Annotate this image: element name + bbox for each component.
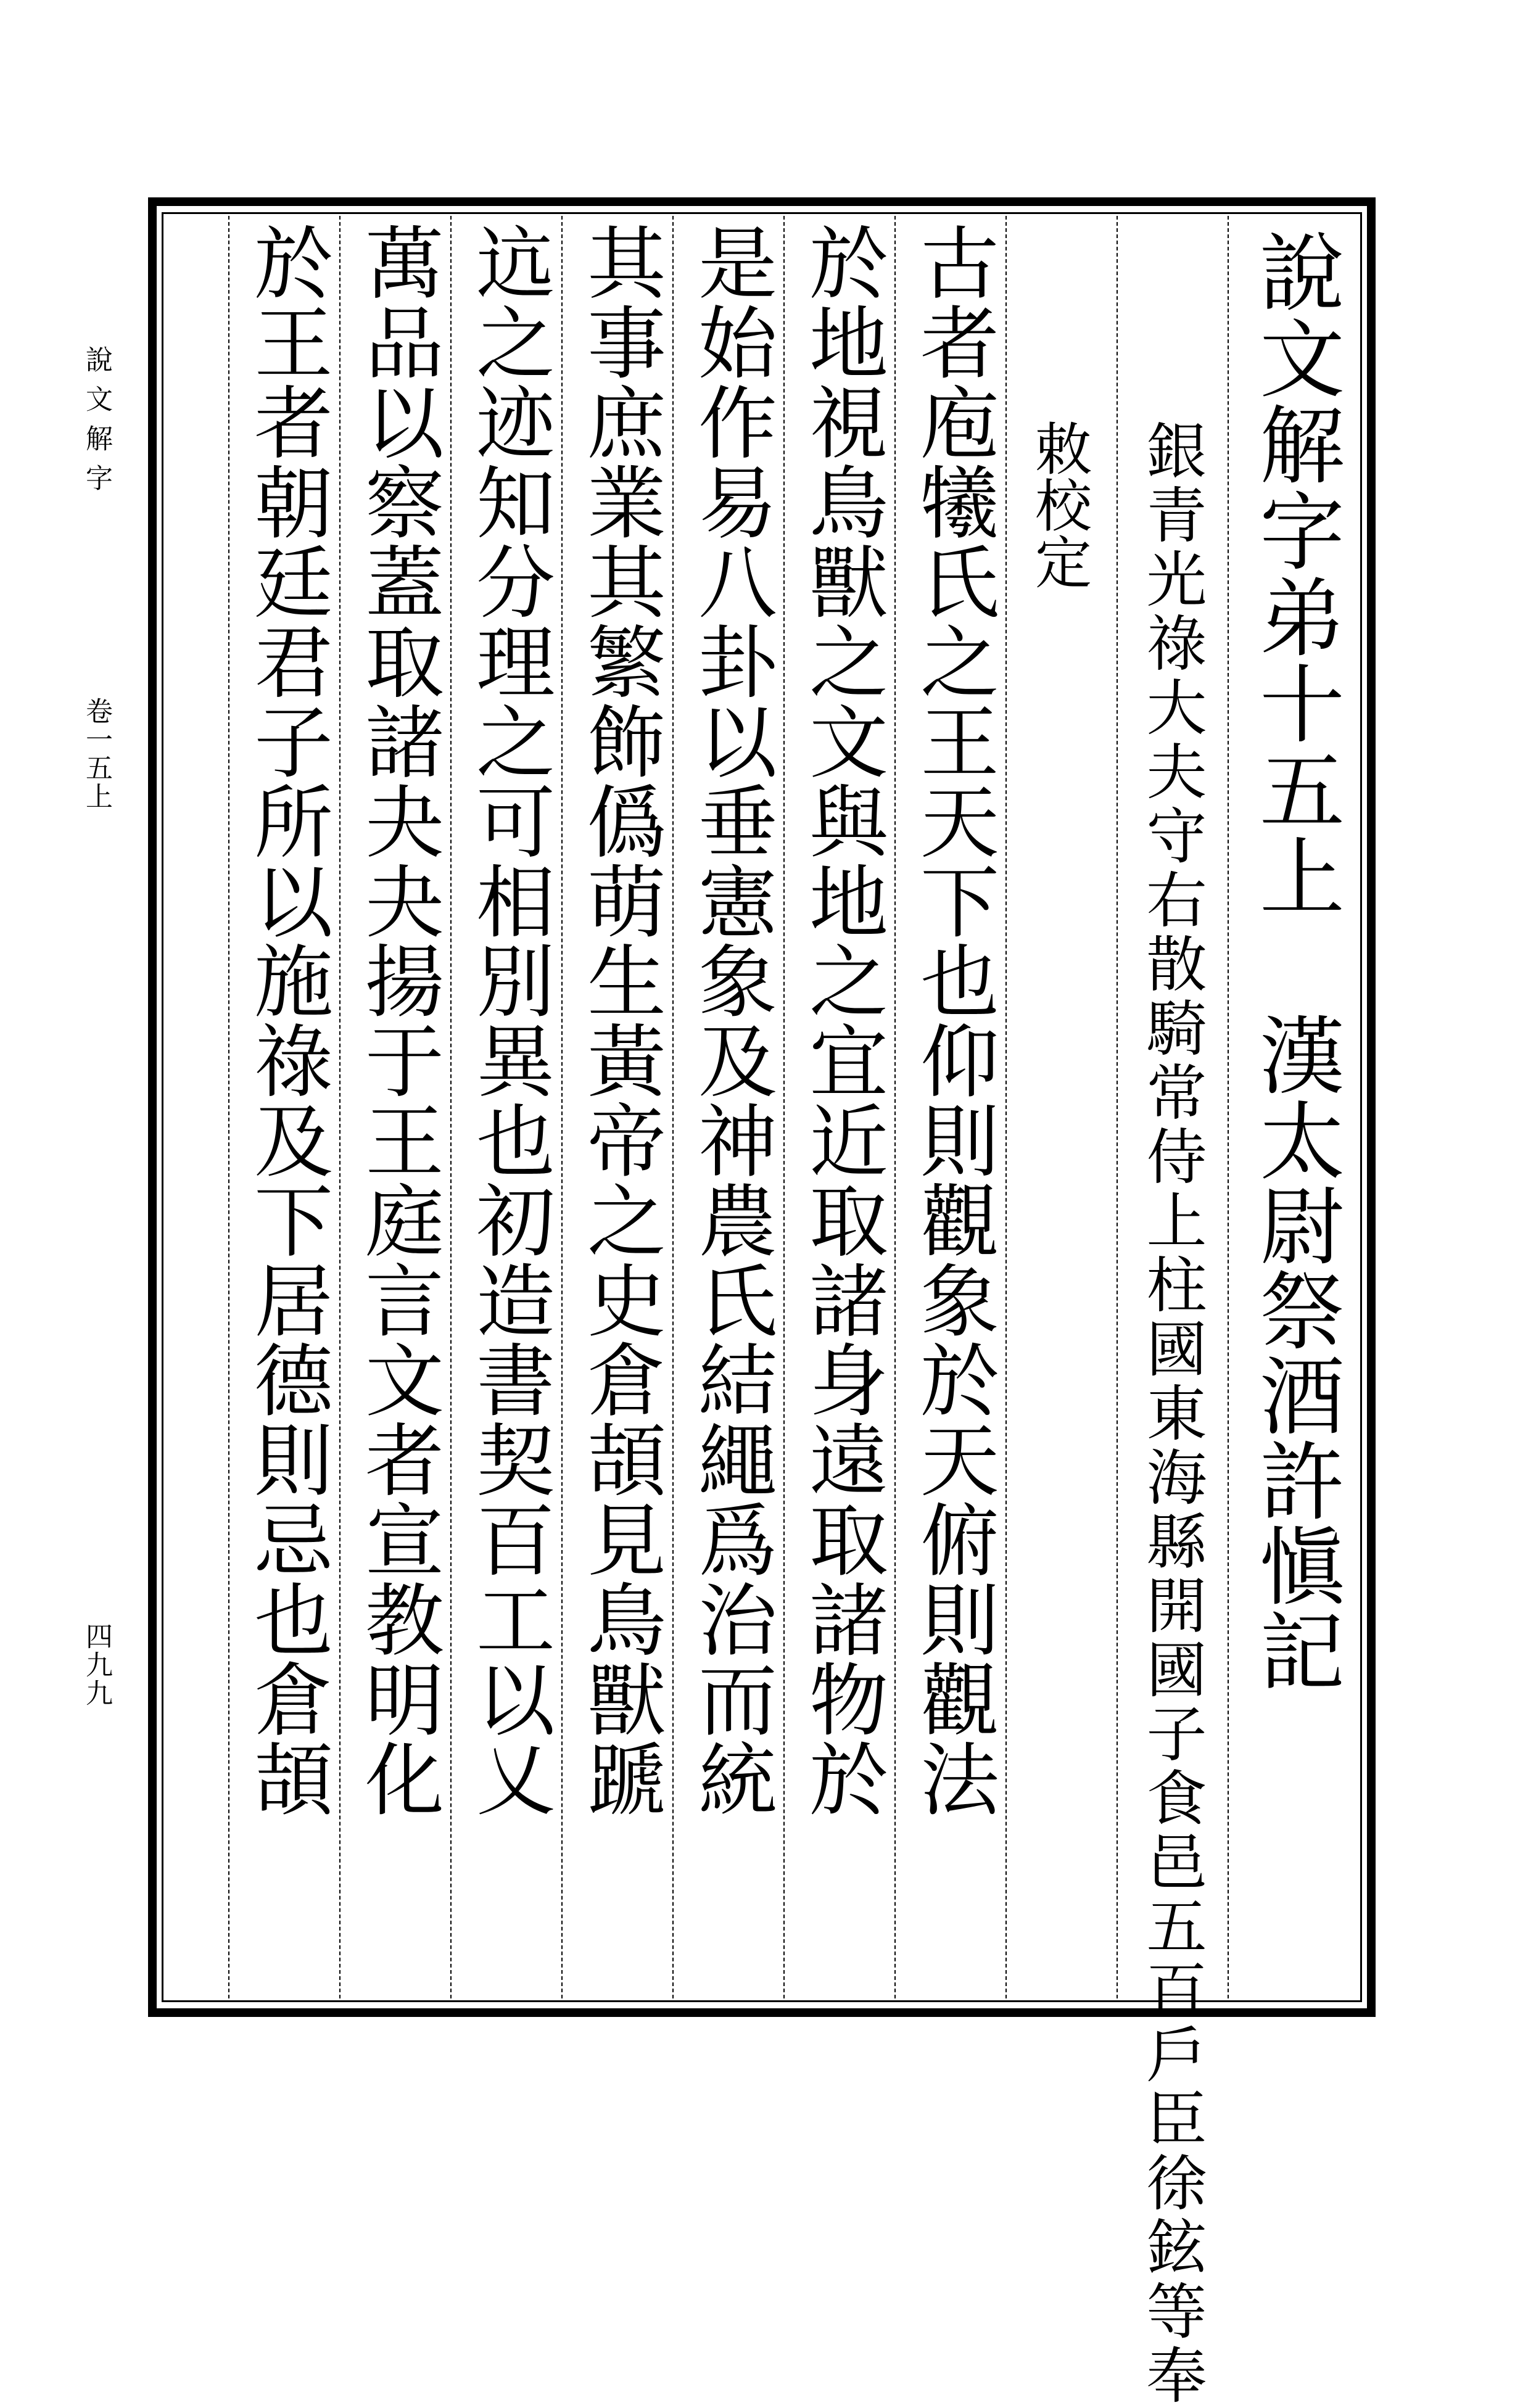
body-text-column: 於王者朝廷君子所以施祿及下居德則忌也倉頡 — [241, 222, 332, 1818]
column-divider — [228, 216, 229, 1998]
editor-credit-line: 銀青光祿大夫守右散騎常侍上柱國東海縣開國子食邑五百戶臣徐鉉等奉 — [1136, 419, 1207, 2408]
column-divider — [561, 216, 563, 1998]
body-text-column: 於地視鳥獸之文與地之宜近取諸身遠取諸物於 — [796, 222, 888, 1818]
margin-volume-number: 卷一五上 — [81, 697, 112, 810]
author-line: 漢太尉祭酒許愼記 — [1245, 1012, 1345, 1693]
body-text-column: 其事庶業其繁飾僞萌生黃帝之史倉頡見鳥獸蹏 — [574, 222, 666, 1818]
body-text-column: 古者庖犧氏之王天下也仰則觀象於天俯則觀法 — [907, 222, 999, 1818]
column-divider — [894, 216, 896, 1998]
column-divider — [450, 216, 452, 1998]
body-text-column: 萬品以察蓋取諸夬夬揚于王庭言文者宣教明化 — [352, 222, 444, 1818]
body-text-column: 是始作易八卦以垂憲象及神農氏結繩爲治而統 — [685, 222, 777, 1818]
collation-note: 敕校定 — [1026, 419, 1092, 590]
column-divider — [783, 216, 785, 1998]
column-divider — [339, 216, 341, 1998]
book-title-heading: 說文解字弟十五上 — [1245, 228, 1345, 919]
body-text-column: 迒之迹知分理之可相別異也初造書契百工以乂 — [463, 222, 555, 1818]
column-divider — [672, 216, 674, 1998]
column-divider — [1117, 216, 1118, 1998]
column-divider — [1228, 216, 1229, 1998]
margin-page-number: 四九九 — [81, 1622, 112, 1707]
margin-book-title: 說文解字 — [81, 345, 112, 503]
column-divider — [1005, 216, 1007, 1998]
